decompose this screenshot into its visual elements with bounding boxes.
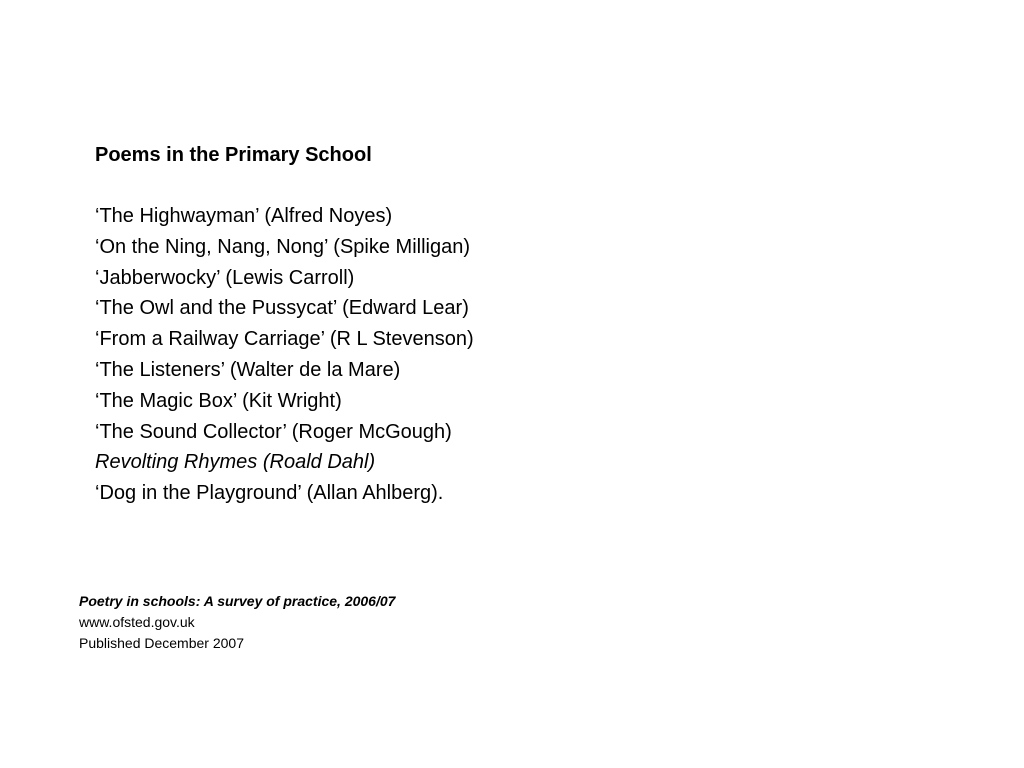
poem-item-highwayman: ‘The Highwayman’ (Alfred Noyes): [95, 205, 393, 227]
poem-item-jabberwocky: ‘Jabberwocky’ (Lewis Carroll): [95, 266, 355, 289]
source-citation: [79, 591, 579, 654]
poem-item-ning-nang-nong: ‘On the Ning, Nang, Nong’ (Spike Milligan): [95, 235, 470, 258]
poem-item-sound-collector: ‘The Sound Collector’ (Roger McGough): [95, 420, 452, 443]
poem-item-owl-and-pussycat: ‘The Owl and the Pussycat’ (Edward Lear): [95, 297, 469, 320]
poem-item-dog-in-playground: ‘Dog in the Playground’ (Allan Ahlberg).: [95, 482, 444, 505]
poem-item-revolting-rhymes: Revolting Rhymes (Roald Dahl): [95, 451, 376, 474]
source-website: www.ofsted.gov.uk: [79, 614, 195, 630]
slide-heading: Poems in the Primary School: [95, 144, 372, 166]
poem-item-magic-box: ‘The Magic Box’ (Kit Wright): [95, 389, 342, 412]
poem-item-railway-carriage: ‘From a Railway Carriage’ (R L Stevenson): [95, 328, 474, 351]
poem-item-listeners: ‘The Listeners’ (Walter de la Mare): [95, 358, 401, 381]
publication-date: Published December 2007: [79, 635, 244, 651]
source-title: Poetry in schools: A survey of practice, 2006/07: [79, 593, 396, 609]
poem-list: [95, 201, 695, 509]
poem-list-section: [95, 140, 695, 509]
